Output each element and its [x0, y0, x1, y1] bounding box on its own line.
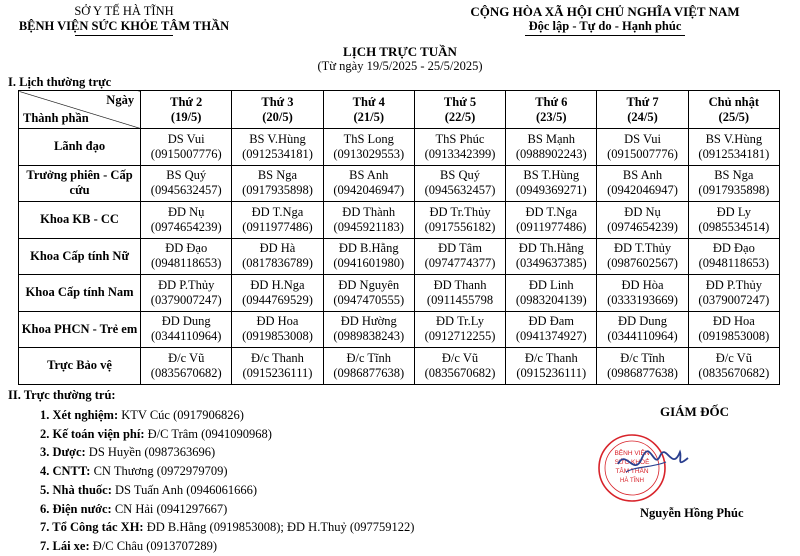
duty-person: BS V.Hùng: [249, 131, 306, 146]
row-role-label: Khoa KB - CC: [19, 202, 141, 239]
duty-person: ĐD Dung: [161, 314, 211, 329]
section-standing-duty: I. Lịch thường trực: [8, 75, 112, 89]
duty-person: ĐD Hoa: [712, 314, 755, 329]
national-header: [428, 4, 782, 36]
duty-phone: (0947470555): [333, 292, 405, 307]
duty-cell: [506, 165, 597, 202]
duty-person: ĐD Thanh: [433, 277, 487, 292]
duty-phone: (0915007776): [150, 146, 222, 161]
day-name: Thứ 5: [443, 94, 477, 109]
stamp-line-1: BỆNH VIỆN: [614, 450, 650, 457]
row-role-label: Khoa Cấp tính Nam: [19, 275, 141, 312]
duty-cell: [688, 129, 779, 166]
duty-cell: [688, 165, 779, 202]
duty-cell: [414, 129, 505, 166]
table-row: [19, 202, 780, 239]
duty-person: Đ/c Thanh: [251, 350, 304, 365]
duty-cell: [323, 275, 414, 312]
duty-phone: (0912534181): [242, 146, 313, 161]
duty-phone: (0949369271): [515, 183, 587, 198]
duty-cell: [414, 238, 505, 275]
duty-cell: [141, 238, 232, 275]
resident-contact: ĐD B.Hằng (0919853008); ĐD H.Thuỷ (097759122): [143, 520, 415, 535]
duty-cell: [688, 275, 779, 312]
resident-role: 7. Tổ Công tác XH:: [40, 520, 144, 535]
duty-cell: [506, 311, 597, 348]
duty-phone: (0942046947): [607, 183, 678, 198]
duty-person: ĐD T.Nga: [525, 204, 578, 219]
duty-phone: (0911977486): [516, 219, 587, 234]
duty-person: ĐD Tr.Ly: [436, 314, 484, 329]
duty-phone: (0987602567): [607, 256, 678, 271]
list-item: [40, 443, 414, 462]
row-role-label: Lãnh đạo: [19, 129, 141, 166]
duty-person: ĐD Hà: [259, 241, 296, 256]
duty-person: ĐD Nụ: [167, 204, 205, 219]
duty-phone: (0974774377): [424, 256, 496, 271]
duty-cell: [232, 275, 323, 312]
day-header-3: [323, 91, 414, 129]
duty-person: DS Vui: [167, 131, 205, 146]
duty-person: Đ/c Vũ: [441, 350, 479, 365]
issuing-agency-header: [0, 4, 248, 36]
duty-person: BS V.Hùng: [705, 131, 763, 146]
table-row: [19, 165, 780, 202]
signer-name: Nguyễn Hồng Phúc: [640, 506, 744, 520]
duty-phone: (0835670682): [698, 365, 770, 380]
duty-person: BS Nga: [714, 168, 754, 183]
duty-cell: [141, 165, 232, 202]
duty-cell: [506, 129, 597, 166]
duty-phone: (0915007776): [607, 146, 678, 161]
duty-person: ThS Phúc: [435, 131, 485, 146]
duty-cell: [414, 311, 505, 348]
duty-cell: [688, 348, 779, 385]
duty-phone: (0948118653): [151, 256, 222, 271]
duty-phone: (0919853008): [698, 329, 770, 344]
duty-cell: [597, 348, 688, 385]
duty-cell: [688, 238, 779, 275]
resident-contact: DS Huyền (0987363696): [85, 445, 216, 460]
resident-role: 4. CNTT:: [40, 464, 91, 479]
row-role-label: Khoa Cấp tính Nữ: [19, 238, 141, 275]
resident-contact: DS Tuấn Anh (0946061666): [111, 482, 258, 497]
document-date-range: (Từ ngày 19/5/2025 - 25/5/2025): [317, 59, 483, 73]
republic-name: CỘNG HÒA XÃ HỘI CHỦ NGHĨA VIỆT NAM: [470, 4, 740, 19]
resident-contact: Đ/C Châu (0913707289): [89, 538, 218, 553]
duty-cell: [232, 348, 323, 385]
duty-person: ThS Long: [343, 131, 394, 146]
duty-person: ĐD Hoa: [256, 314, 299, 329]
duty-phone: (0917935898): [698, 183, 770, 198]
duty-cell: [414, 202, 505, 239]
duty-cell: [232, 238, 323, 275]
motto-underline: [525, 35, 685, 36]
duty-phone: (0915236111): [516, 365, 587, 380]
duty-phone: (0985534514): [698, 219, 770, 234]
resident-role: 5. Nhà thuốc:: [40, 482, 112, 497]
duty-phone: (0974654239): [607, 219, 678, 234]
table-header-row: [19, 91, 780, 129]
duty-person: BS Quý: [166, 168, 207, 183]
duty-person: Đ/c Tĩnh: [620, 350, 665, 365]
duty-person: ĐD Ly: [716, 204, 752, 219]
duty-phone: (0333193669): [607, 292, 678, 307]
row-role-label: Trực Bảo vệ: [19, 348, 141, 385]
corner-label-role: Thành phần: [23, 111, 89, 125]
row-role-label: Trưởng phiên - Cấp cứu: [19, 165, 141, 202]
duty-phone: (0986877638): [607, 365, 678, 380]
day-date: (22/5): [444, 109, 476, 124]
table-row: [19, 348, 780, 385]
section-resident-duty: II. Trực thường trú:: [8, 388, 116, 402]
duty-cell: [506, 202, 597, 239]
day-date: (19/5): [170, 109, 202, 124]
duty-cell: [414, 275, 505, 312]
stamp-line-4: HÀ TĨNH: [620, 478, 644, 484]
duty-cell: [414, 165, 505, 202]
duty-person: DS Vui: [624, 131, 661, 146]
duty-phone: (0913342399): [424, 146, 496, 161]
duty-phone: (0817836789): [242, 256, 313, 271]
day-header-5: [506, 91, 597, 129]
official-stamp-signature: [596, 428, 696, 508]
header-underline: [75, 35, 173, 36]
duty-person: ĐD Tr.Thủy: [429, 204, 491, 219]
duty-phone: (0349637385): [515, 256, 587, 271]
list-item: [40, 537, 414, 556]
day-name: Chủ nhật: [708, 94, 760, 109]
duty-cell: [141, 129, 232, 166]
duty-person: ĐD Đạo: [165, 241, 208, 256]
duty-person: ĐD P.Thủy: [705, 277, 762, 292]
duty-person: ĐD Hường: [340, 314, 397, 329]
day-header-6: [597, 91, 688, 129]
duty-person: BS T.Hùng: [523, 168, 580, 183]
hospital-name: BỆNH VIỆN SỨC KHỎE TÂM THẦN: [18, 19, 230, 33]
day-header-4: [414, 91, 505, 129]
duty-cell: [232, 311, 323, 348]
director-title: GIÁM ĐỐC: [660, 404, 729, 419]
duty-person: Đ/c Thanh: [524, 350, 578, 365]
duty-cell: [232, 129, 323, 166]
resident-role: 7. Lái xe:: [40, 538, 90, 553]
duty-phone: (0944769529): [242, 292, 313, 307]
duty-cell: [597, 129, 688, 166]
duty-phone: (0835670682): [424, 365, 496, 380]
duty-phone: (0945921183): [333, 219, 404, 234]
resident-contact: Đ/C Trâm (0941090968): [144, 426, 272, 441]
day-name: Thứ 4: [352, 94, 385, 109]
duty-person: Đ/c Vũ: [715, 350, 752, 365]
duty-cell: [597, 311, 688, 348]
day-name: Thứ 2: [170, 94, 203, 109]
duty-phone: (0912534181): [698, 146, 770, 161]
duty-cell: [597, 275, 688, 312]
duty-phone: (0344110964): [607, 329, 678, 344]
duty-cell: [141, 348, 232, 385]
duty-person: BS Anh: [349, 168, 389, 183]
duty-phone: (0917556182): [424, 219, 496, 234]
day-header-1: [141, 91, 232, 129]
table-row: [19, 275, 780, 312]
duty-phone: (0344110964): [151, 329, 222, 344]
duty-phone: (0942046947): [333, 183, 405, 198]
duty-cell: [232, 202, 323, 239]
day-date: (25/5): [718, 109, 750, 124]
resident-contact: CN Thương (0972979709): [90, 464, 228, 479]
list-item: [40, 406, 414, 425]
duty-phone: (0912712255): [424, 329, 496, 344]
duty-person: BS Mạnh: [527, 131, 576, 146]
stamp-line-3: TÂM THẦN: [615, 468, 649, 475]
duty-person: ĐD Hòa: [621, 277, 664, 292]
duty-person: ĐD Nụ: [624, 204, 661, 219]
duty-schedule-table: [18, 90, 780, 385]
duty-phone: (0989838243): [333, 329, 405, 344]
duty-phone: (0911455798: [426, 292, 494, 307]
duty-person: BS Quý: [440, 168, 480, 183]
document-title: LỊCH TRỰC TUẦN: [343, 44, 457, 59]
day-header-2: [232, 91, 323, 129]
duty-cell: [323, 129, 414, 166]
stamp-line-2: SỨC KHOẺ: [614, 459, 650, 466]
duty-cell: [141, 311, 232, 348]
resident-role: 6. Điện nước:: [40, 501, 112, 516]
duty-cell: [597, 202, 688, 239]
table-row: [19, 129, 780, 166]
duty-phone: (0983204139): [515, 292, 587, 307]
duty-cell: [414, 348, 505, 385]
duty-cell: [232, 165, 323, 202]
duty-person: ĐD T.Thủy: [613, 241, 672, 256]
duty-cell: [323, 165, 414, 202]
list-item: [40, 518, 414, 537]
duty-person: ĐD Đam: [528, 314, 575, 329]
day-header-7: [688, 91, 779, 129]
resident-role: 2. Kế toán viện phí:: [40, 426, 145, 441]
duty-person: ĐD P.Thủy: [158, 277, 215, 292]
table-corner-cell: [19, 91, 141, 129]
row-role-label: Khoa PHCN - Trẻ em: [19, 311, 141, 348]
resident-contact: CN Hải (0941297667): [111, 501, 228, 516]
day-name: Thứ 6: [535, 94, 568, 109]
day-date: (20/5): [262, 109, 293, 124]
corner-label-day: Ngày: [106, 93, 135, 107]
duty-person: ĐD Th.Hằng: [518, 241, 584, 256]
duty-phone: (0974654239): [150, 219, 222, 234]
duty-person: ĐD B.Hằng: [338, 241, 399, 256]
duty-person: ĐD Thành: [342, 204, 396, 219]
duty-phone: (0941601980): [333, 256, 405, 271]
duty-cell: [688, 311, 779, 348]
resident-role: 3. Dược:: [40, 445, 86, 460]
duty-person: BS Anh: [622, 168, 663, 183]
duty-cell: [323, 311, 414, 348]
duty-phone: (0379007247): [150, 292, 222, 307]
day-date: (24/5): [627, 109, 658, 124]
duty-person: ĐD Dung: [618, 314, 668, 329]
list-item: [40, 481, 414, 500]
duty-phone: (0948118653): [698, 256, 770, 271]
day-name: Thứ 7: [626, 94, 659, 109]
duty-phone: (0988902243): [515, 146, 587, 161]
duty-cell: [506, 275, 597, 312]
duty-cell: [141, 275, 232, 312]
day-date: (23/5): [535, 109, 567, 124]
duty-cell: [323, 202, 414, 239]
table-row: [19, 238, 780, 275]
resident-duty-list: [40, 406, 414, 556]
duty-phone: (0945632457): [150, 183, 222, 198]
duty-person: ĐD Linh: [528, 277, 574, 292]
duty-person: BS Nga: [257, 168, 298, 183]
duty-phone: (0913029553): [333, 146, 405, 161]
duty-phone: (0915236111): [242, 365, 313, 380]
table-row: [19, 311, 780, 348]
duty-cell: [688, 202, 779, 239]
duty-cell: [323, 348, 414, 385]
duty-phone: (0945632457): [424, 183, 496, 198]
day-date: (21/5): [353, 109, 385, 124]
duty-cell: [141, 202, 232, 239]
list-item: [40, 462, 414, 481]
duty-phone: (0379007247): [698, 292, 770, 307]
duty-person: ĐD Nguyên: [338, 277, 400, 292]
duty-person: Đ/c Vũ: [168, 350, 205, 365]
duty-phone: (0835670682): [150, 365, 222, 380]
duty-cell: [506, 348, 597, 385]
duty-person: ĐD Đạo: [712, 241, 755, 256]
day-name: Thứ 3: [261, 94, 294, 109]
duty-person: ĐD Tâm: [438, 241, 482, 256]
duty-person: ĐD T.Nga: [251, 204, 304, 219]
duty-phone: (0911977486): [242, 219, 313, 234]
duty-cell: [323, 238, 414, 275]
resident-role: 1. Xét nghiệm:: [40, 408, 119, 422]
duty-cell: [597, 238, 688, 275]
duty-cell: [506, 238, 597, 275]
list-item: [40, 500, 414, 519]
duty-phone: (0986877638): [333, 365, 405, 380]
national-motto: Độc lập - Tự do - Hạnh phúc: [528, 19, 682, 33]
duty-phone: (0917935898): [242, 183, 313, 198]
resident-contact: KTV Cúc (0917906826): [118, 408, 244, 422]
duty-cell: [597, 165, 688, 202]
duty-person: Đ/c Tĩnh: [346, 350, 392, 365]
list-item: [40, 425, 414, 444]
duty-person: ĐD H.Nga: [250, 277, 305, 292]
duty-phone: (0919853008): [242, 329, 313, 344]
agency-name: SỞ Y TẾ HÀ TĨNH: [74, 4, 174, 18]
duty-phone: (0941374927): [515, 329, 587, 344]
